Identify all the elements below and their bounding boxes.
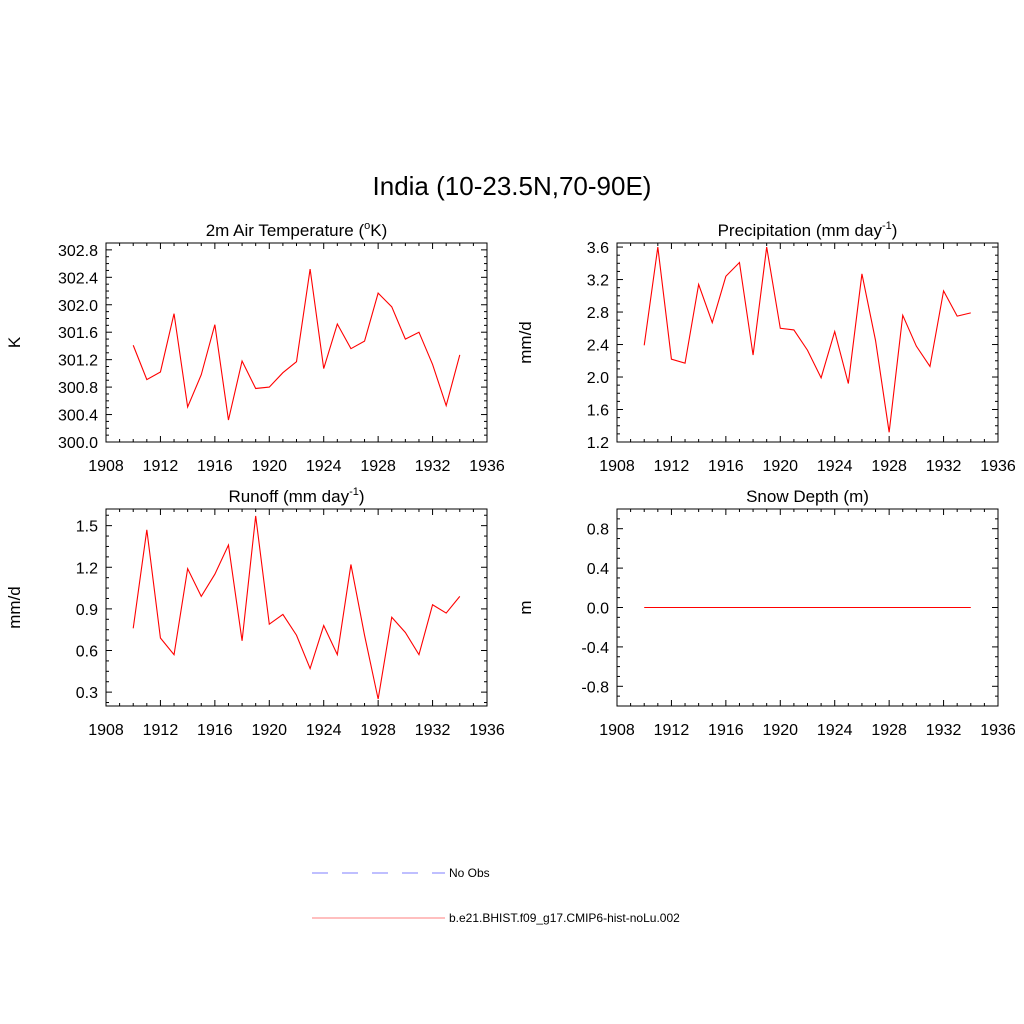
x-tick-label: 1924: [305, 722, 342, 739]
x-tick-label: 1920: [251, 722, 288, 739]
y-tick-label: 3.2: [586, 272, 609, 290]
panel-title: Runoff (mm day$^{-1}$): [228, 486, 365, 506]
y-tick-label: 300.4: [57, 407, 98, 425]
panel-precipitation: [516, 220, 1016, 475]
y-axis-label: mm/d: [516, 321, 535, 364]
x-tick-label: 1932: [925, 458, 962, 475]
x-tick-label: 1928: [360, 458, 396, 475]
x-tick-label: 1920: [251, 458, 288, 475]
x-tick-label: 1916: [708, 722, 744, 739]
y-tick-label: 2.8: [586, 305, 609, 323]
x-tick-label: 1928: [871, 722, 907, 739]
legend-model-label: b.e21.BHIST.f09_g17.CMIP6-hist-noLu.002: [449, 911, 680, 925]
y-tick-label: 0.3: [75, 685, 98, 703]
plot-frame: [106, 243, 487, 442]
y-tick-label: 0.6: [75, 643, 98, 661]
x-tick-label: 1920: [762, 458, 799, 475]
y-axis-label: m: [516, 600, 535, 615]
x-tick-label: 1916: [708, 458, 744, 475]
panel-title: Precipitation (mm day$^{-1}$): [717, 220, 898, 240]
x-tick-label: 1924: [816, 458, 853, 475]
x-tick-label: 1936: [980, 458, 1016, 475]
x-tick-label: 1916: [197, 722, 233, 739]
y-tick-label: 1.2: [586, 435, 609, 452]
x-tick-label: 1908: [88, 458, 124, 475]
x-tick-label: 1936: [469, 722, 505, 739]
y-tick-label: 0.0: [586, 600, 609, 618]
y-tick-label: -0.8: [581, 679, 609, 697]
y-axis-label: K: [5, 336, 24, 349]
panel-air-temperature: [5, 220, 505, 475]
x-tick-label: 1912: [653, 458, 690, 475]
legend: [312, 866, 680, 925]
y-tick-label: 302.4: [57, 270, 98, 288]
y-tick-label: 0.8: [586, 521, 609, 539]
x-tick-label: 1908: [599, 722, 635, 739]
series-line: [133, 269, 460, 420]
x-tick-label: 1908: [88, 722, 124, 739]
y-tick-label: 1.5: [75, 518, 98, 536]
y-tick-label: 1.6: [586, 402, 609, 420]
series-line: [644, 247, 971, 432]
y-tick-label: 2.4: [586, 337, 609, 355]
y-tick-label: 302.0: [57, 297, 98, 315]
x-tick-label: 1932: [414, 458, 451, 475]
panel-snow-depth: [516, 487, 1016, 739]
panel-runoff: [5, 486, 505, 739]
y-axis-label: mm/d: [5, 586, 24, 629]
x-tick-label: 1932: [925, 722, 962, 739]
x-tick-label: 1916: [197, 458, 233, 475]
x-tick-label: 1936: [469, 458, 505, 475]
x-tick-label: 1912: [142, 722, 179, 739]
x-tick-label: 1924: [305, 458, 342, 475]
y-tick-label: -0.4: [581, 639, 609, 657]
y-tick-label: 300.8: [57, 380, 98, 398]
x-tick-label: 1928: [871, 458, 907, 475]
panel-title: Snow Depth (m): [746, 487, 869, 506]
x-tick-label: 1912: [653, 722, 690, 739]
panel-title: 2m Air Temperature ($^o$K): [205, 220, 388, 240]
y-tick-label: 301.6: [57, 325, 98, 343]
y-tick-label: 0.9: [75, 601, 98, 619]
x-tick-label: 1924: [816, 722, 853, 739]
y-tick-label: 0.4: [586, 561, 609, 579]
x-tick-label: 1920: [762, 722, 799, 739]
legend-obs-label: No Obs: [449, 866, 490, 880]
y-tick-label: 1.2: [75, 560, 98, 578]
y-tick-label: 301.2: [57, 352, 98, 370]
x-tick-label: 1908: [599, 458, 635, 475]
x-tick-label: 1936: [980, 722, 1016, 739]
figure-title: India (10-23.5N,70-90E): [372, 171, 652, 201]
plot-frame: [617, 243, 998, 442]
x-tick-label: 1912: [142, 458, 179, 475]
x-tick-label: 1928: [360, 722, 396, 739]
y-tick-label: 302.8: [57, 242, 98, 260]
y-tick-label: 300.0: [57, 435, 98, 452]
y-tick-label: 2.0: [586, 370, 609, 388]
plot-frame: [106, 509, 487, 706]
y-tick-label: 3.6: [586, 240, 609, 258]
series-line: [133, 516, 460, 699]
x-tick-label: 1932: [414, 722, 451, 739]
